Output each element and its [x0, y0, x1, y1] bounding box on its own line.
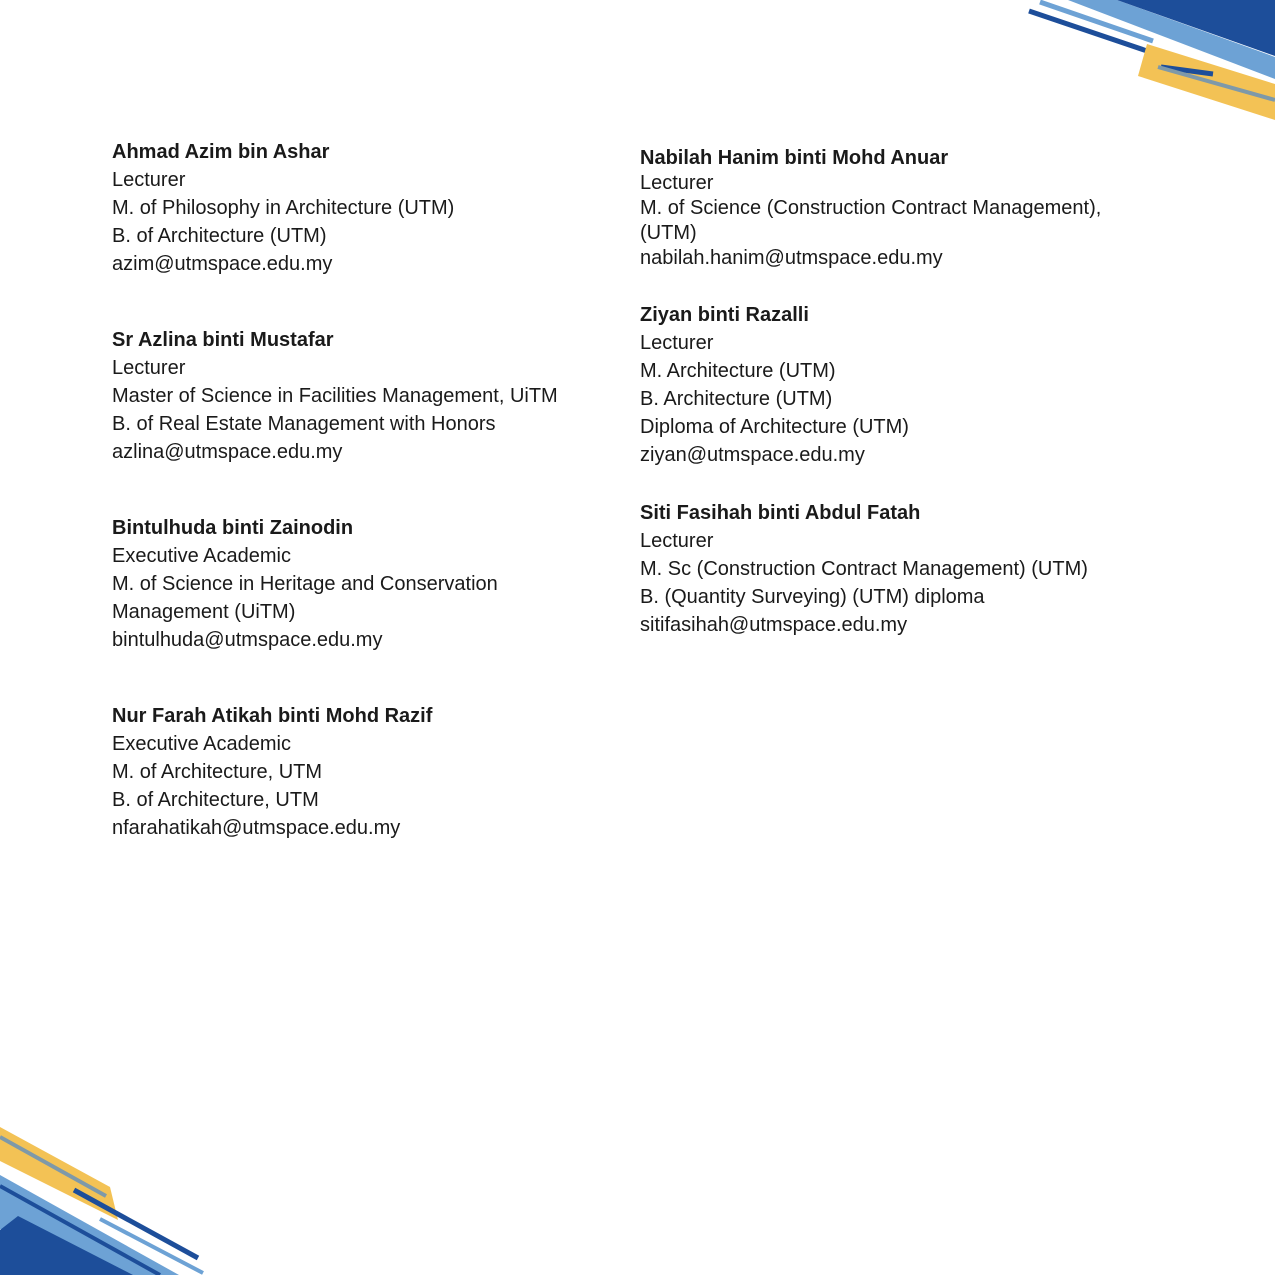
deco-bl-light-line: [100, 1219, 203, 1273]
faculty-name: Bintulhuda binti Zainodin: [112, 517, 354, 539]
deco-bl-medium-band: [0, 1175, 179, 1275]
faculty-qualifications: [112, 382, 594, 438]
faculty-title: Lecturer: [640, 332, 714, 354]
deco-tr-medium-band: [1068, 0, 1275, 79]
deco-bl-yellow-band: [0, 1127, 118, 1220]
qualification-line: M. Sc (Construction Contract Management) (UTM): [640, 558, 1088, 580]
faculty-email: azlina@utmspace.edu.my: [112, 441, 343, 463]
faculty-entry: [112, 326, 594, 466]
faculty-title: Executive Academic: [112, 545, 291, 567]
faculty-entry: [112, 702, 594, 842]
faculty-email: azim@utmspace.edu.my: [112, 253, 333, 275]
faculty-name: Nabilah Hanim binti Mohd Anuar: [640, 147, 949, 169]
faculty-entry: [112, 138, 594, 278]
faculty-qualifications: [640, 357, 1145, 441]
faculty-email: nabilah.hanim@utmspace.edu.my: [640, 247, 943, 269]
deco-tr-dark-triangle: [1117, 0, 1275, 56]
deco-tr-slate-line: [1158, 67, 1275, 100]
faculty-qualifications: [640, 555, 1145, 611]
qualification-line: B. Architecture (UTM): [640, 388, 833, 410]
faculty-title: Lecturer: [112, 357, 186, 379]
deco-tr-yellow-navy-line: [1161, 67, 1213, 74]
faculty-qualifications: [112, 570, 594, 626]
faculty-name: Ziyan binti Razalli: [640, 304, 809, 326]
qualification-line: M. of Philosophy in Architecture (UTM): [112, 197, 455, 219]
qualification-line: M. Architecture (UTM): [640, 360, 836, 382]
faculty-title: Lecturer: [640, 172, 714, 194]
faculty-qualifications: [112, 758, 594, 814]
qualification-line: M. of Science in Heritage and Conservation Management (UiTM): [112, 573, 498, 623]
faculty-name: Nur Farah Atikah binti Mohd Razif: [112, 705, 433, 727]
bottom-left-decoration: [0, 1127, 203, 1275]
qualification-line: B. of Architecture (UTM): [112, 225, 327, 247]
directory-column-right: [640, 146, 1145, 669]
qualification-line: B. (Quantity Surveying) (UTM) diploma: [640, 586, 985, 608]
qualification-line: B. of Real Estate Management with Honors: [112, 413, 496, 435]
faculty-entry: [640, 499, 1145, 639]
deco-bl-slate-line: [0, 1137, 106, 1196]
qualification-line: M. of Science (Construction Contract Management), (UTM): [640, 197, 1102, 244]
faculty-title: Lecturer: [112, 169, 186, 191]
faculty-email: ziyan@utmspace.edu.my: [640, 444, 865, 466]
faculty-entry: [112, 514, 594, 654]
faculty-qualifications: [640, 196, 1145, 246]
qualification-line: B. of Architecture, UTM: [112, 789, 319, 811]
deco-bl-dark-polygon: [0, 1216, 133, 1275]
deco-bl-inner-navy-line: [0, 1186, 160, 1275]
faculty-name: Siti Fasihah binti Abdul Fatah: [640, 502, 921, 524]
faculty-title: Executive Academic: [112, 733, 291, 755]
top-right-decoration: [1029, 0, 1275, 120]
faculty-email: nfarahatikah@utmspace.edu.my: [112, 817, 401, 839]
qualification-line: M. of Architecture, UTM: [112, 761, 323, 783]
faculty-name: Sr Azlina binti Mustafar: [112, 329, 334, 351]
deco-tr-light-line: [1040, 2, 1153, 41]
qualification-line: Diploma of Architecture (UTM): [640, 416, 909, 438]
deco-tr-yellow-band: [1138, 44, 1275, 120]
deco-tr-navy-line: [1029, 11, 1156, 54]
faculty-entry: [640, 146, 1145, 271]
directory-column-left: [112, 138, 594, 890]
deco-bl-navy-line: [74, 1190, 198, 1258]
faculty-name: Ahmad Azim bin Ashar: [112, 141, 330, 163]
faculty-title: Lecturer: [640, 530, 714, 552]
faculty-email: bintulhuda@utmspace.edu.my: [112, 629, 383, 651]
faculty-entry: [640, 301, 1145, 469]
faculty-email: sitifasihah@utmspace.edu.my: [640, 614, 908, 636]
qualification-line: Master of Science in Facilities Management, UiTM: [112, 385, 558, 407]
faculty-qualifications: [112, 194, 594, 250]
